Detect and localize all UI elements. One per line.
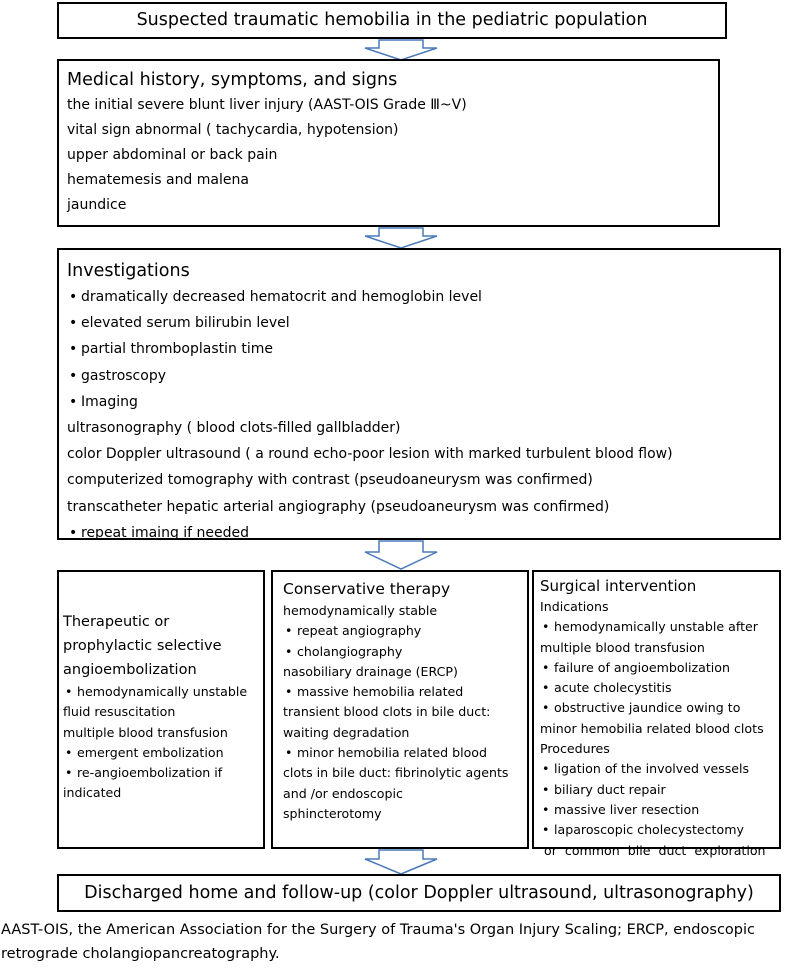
angio-item: indicated xyxy=(63,785,122,801)
surgical-heading: Surgical intervention xyxy=(540,577,697,595)
history-heading: Medical history, symptoms, and signs xyxy=(67,70,398,90)
conservative-item: and /or endoscopic xyxy=(283,785,403,801)
conservative-item: • massive hemobilia related xyxy=(283,682,527,702)
surgical-item: Procedures xyxy=(540,741,610,757)
history-line: hematemesis and malena xyxy=(67,172,249,188)
investigation-item: • partial thromboplastin time xyxy=(67,336,779,362)
investigation-item: • dramatically decreased hematocrit and hemoglobin level xyxy=(67,284,779,310)
investigation-item: transcatheter hepatic arterial angiography (pseudoaneurysm was confirmed) xyxy=(67,498,610,515)
discharge-text: Discharged home and follow-up (color Doppler ultrasound, ultrasonography) xyxy=(84,883,754,903)
angio-heading: angioembolization xyxy=(63,662,197,678)
surgical-intervention-box xyxy=(532,570,781,858)
surgical-item: • laparoscopic cholecystectomy xyxy=(540,820,779,840)
surgical-item: • ligation of the involved vessels xyxy=(540,759,779,779)
angio-item: • emergent embolization xyxy=(63,743,263,763)
flow-arrow-3 xyxy=(362,540,440,570)
history-line: the initial severe blunt liver injury (AAST-OIS Grade Ⅲ~Ⅴ) xyxy=(67,97,467,113)
angio-heading: Therapeutic or xyxy=(63,614,170,630)
flow-arrow-2 xyxy=(362,227,440,249)
surgical-item: Indications xyxy=(540,599,609,614)
conservative-item: hemodynamically stable xyxy=(283,603,438,618)
conservative-item: nasobiliary drainage (ERCP) xyxy=(283,663,458,679)
surgical-item: minor hemobilia related blood clots xyxy=(540,720,764,736)
investigation-item: • elevated serum bilirubin level xyxy=(67,310,779,336)
conservative-item: waiting degradation xyxy=(283,724,410,740)
investigation-item: computerized tomography with contrast (pseudoaneurysm was confirmed) xyxy=(67,472,593,489)
flow-arrow-4 xyxy=(362,849,440,875)
angio-item: • re-angioembolization if xyxy=(63,763,263,783)
conservative-item: • repeat angiography xyxy=(283,621,527,641)
angio-item: multiple blood transfusion xyxy=(63,724,228,740)
flow-arrow-1 xyxy=(362,39,440,61)
conservative-heading: Conservative therapy xyxy=(283,580,451,598)
surgical-item: multiple blood transfusion xyxy=(540,639,705,655)
angio-item: • hemodynamically unstable xyxy=(63,682,263,702)
conservative-item: clots in bile duct: fibrinolytic agents xyxy=(283,765,509,781)
angioembolization-box xyxy=(57,570,265,849)
angio-heading: prophylactic selective xyxy=(63,638,222,654)
surgical-item: • massive liver resection xyxy=(540,800,779,820)
investigations-box xyxy=(57,248,781,540)
history-line: upper abdominal or back pain xyxy=(67,147,278,163)
surgical-item: • acute cholecystitis xyxy=(540,678,779,698)
investigation-item: • gastroscopy xyxy=(67,363,779,389)
surgical-item: • biliary duct repair xyxy=(540,780,779,800)
caption-line: AAST-OIS, the American Association for the Surgery of Trauma's Organ Injury Scaling; ERCP, endoscopic xyxy=(1,922,755,938)
investigation-item: color Doppler ultrasound ( a round echo-poor lesion with marked turbulent blood flow) xyxy=(67,446,673,463)
history-box xyxy=(57,59,720,227)
investigation-item: ultrasonography ( blood clots-filled gallbladder) xyxy=(67,420,401,437)
conservative-therapy-box xyxy=(271,570,529,849)
title-box xyxy=(57,2,727,39)
history-line: vital sign abnormal ( tachycardia, hypotension) xyxy=(67,122,399,138)
conservative-item: transient blood clots in bile duct: xyxy=(283,704,491,720)
surgical-item: • failure of angioembolization xyxy=(540,658,779,678)
surgical-item: or common bile duct exploration xyxy=(540,842,766,858)
investigations-heading: Investigations xyxy=(67,261,190,281)
investigation-item: • repeat imaing if needed xyxy=(67,520,779,546)
caption-line: retrograde cholangiopancreatography. xyxy=(1,946,280,962)
surgical-item: • obstructive jaundice owing to xyxy=(540,698,779,718)
title-text: Suspected traumatic hemobilia in the pediatric population xyxy=(136,10,648,30)
abbreviations-caption xyxy=(0,918,810,966)
conservative-item: • cholangiography xyxy=(283,642,527,662)
surgical-item: • hemodynamically unstable after xyxy=(540,617,779,637)
discharge-box xyxy=(57,874,781,912)
history-line: jaundice xyxy=(67,197,127,213)
conservative-item: • minor hemobilia related blood xyxy=(283,743,527,763)
investigation-item: • Imaging xyxy=(67,389,779,415)
angio-item: fluid resuscitation xyxy=(63,704,176,720)
conservative-item: sphincterotomy xyxy=(283,805,382,821)
